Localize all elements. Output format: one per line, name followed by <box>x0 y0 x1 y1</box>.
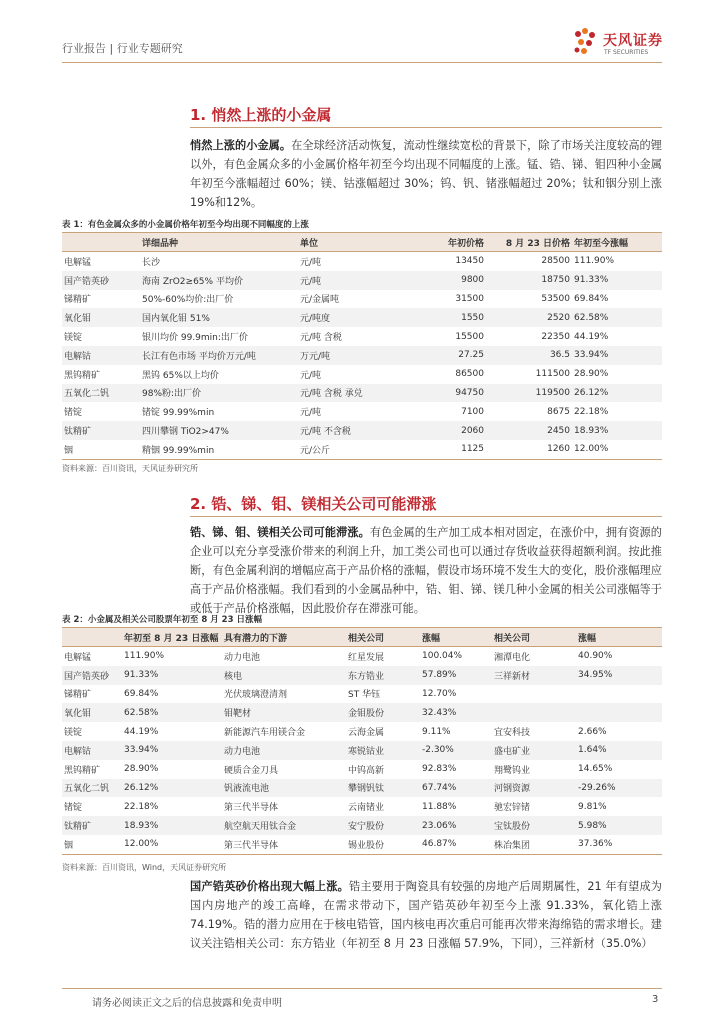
table-cell: 53500 <box>541 293 570 304</box>
table-cell: 光伏玻璃澄清剂 <box>224 690 288 701</box>
table-cell: 中钨高新 <box>348 765 385 776</box>
column-header: 涨幅 <box>576 628 662 647</box>
table-cell: 69.84% <box>574 293 609 304</box>
section2-title: 2. 锆、锑、钼、镁相关公司可能滞涨 <box>190 495 437 513</box>
table-cell: 黑钨精矿 <box>64 370 101 381</box>
table-cell: 67.74% <box>420 779 492 798</box>
table-cell: 黑钨精矿 <box>64 765 101 776</box>
table-cell: 电解钴 <box>62 741 122 760</box>
table-row <box>62 666 662 685</box>
column-header: 单位 <box>298 233 400 252</box>
table-cell: 元/吨度 <box>298 308 400 327</box>
table-cell: 元/吨 含税 承兑 <box>298 384 400 403</box>
table-cell: 云南锗业 <box>348 803 385 814</box>
table-cell: 攀钢钒钛 <box>346 779 420 798</box>
table-cell: 第三代半导体 <box>222 835 346 854</box>
table-cell: 钼靶材 <box>222 703 346 722</box>
column-header: 具有潜力的下游 <box>222 628 346 647</box>
table-cell: 国内氧化钼 51% <box>140 308 298 327</box>
table-cell: 钛精矿 <box>62 421 140 440</box>
table-cell: 18.93% <box>122 816 222 835</box>
table-row <box>62 421 662 440</box>
table-cell: 31500 <box>455 293 484 304</box>
table-cell: 22350 <box>541 331 570 342</box>
table-cell: 云海金属 <box>348 728 385 739</box>
table-cell: 111.90% <box>574 256 615 267</box>
table-cell: 寒锐钴业 <box>346 741 420 760</box>
page-number: 3 <box>652 994 659 1005</box>
table-row <box>62 384 662 403</box>
column-header: 年初价格 <box>400 233 486 252</box>
table-cell: 精铟 99.99%min <box>140 440 298 459</box>
table1-source: 资料来源：百川资讯，天风证券研究所 <box>62 464 198 473</box>
table-row <box>62 703 662 722</box>
table2-caption: 表 2：小金属及相关公司股票年初至 8 月 23 日涨幅 <box>62 615 262 625</box>
table-cell: 40.90% <box>578 651 613 662</box>
table-cell: 12.00% <box>572 440 662 459</box>
table-cell: 宜安科技 <box>494 728 531 739</box>
section2-divider <box>190 516 662 517</box>
table-row <box>62 760 662 779</box>
table-cell: 9800 <box>400 271 486 290</box>
table-cell: 18750 <box>486 271 572 290</box>
table-cell: 27.25 <box>400 346 486 365</box>
table-cell: 9.11% <box>422 726 451 737</box>
table-cell: 国产锆英砂 <box>62 666 122 685</box>
table-cell: 硬质合金刀具 <box>224 765 279 776</box>
table-cell <box>492 685 576 704</box>
table-cell: 28.90% <box>574 369 609 380</box>
table-cell: 100.04% <box>422 651 463 662</box>
table-cell: 盛屯矿业 <box>492 741 576 760</box>
table-row <box>62 365 662 384</box>
table2 <box>62 627 662 855</box>
table-header-row <box>62 628 662 647</box>
table-cell: 红星发展 <box>348 652 385 663</box>
table-cell: 86500 <box>455 369 484 380</box>
table-cell: 元/吨 <box>300 408 322 419</box>
table1 <box>62 232 662 460</box>
column-header: 详细品种 <box>140 233 298 252</box>
table-row <box>62 327 662 346</box>
table-cell: 26.12% <box>122 779 222 798</box>
column-header: 涨幅 <box>420 628 492 647</box>
table-cell: 镁锭 <box>64 333 83 344</box>
table-cell: 银川均价 99.9min:出厂价 <box>142 333 248 344</box>
table-cell: 12.70% <box>422 688 457 699</box>
table-cell: 宝钛股份 <box>492 816 576 835</box>
table-cell: 元/吨 <box>300 257 322 268</box>
table-cell: 钛精矿 <box>62 816 122 835</box>
table-cell: 2060 <box>400 421 486 440</box>
table-row <box>62 722 662 741</box>
table-cell: 28.90% <box>124 764 159 775</box>
table-cell: 57.89% <box>420 666 492 685</box>
table-cell: 第三代半导体 <box>224 803 279 814</box>
column-header: 8 月 23 日价格 <box>486 233 572 252</box>
table-row <box>62 647 662 666</box>
table-cell: 111500 <box>535 369 570 380</box>
header-divider <box>62 62 662 63</box>
table-cell: 铟 <box>62 440 140 459</box>
column-header: 年初至 8 月 23 日涨幅 <box>122 628 222 647</box>
table-cell: 18.93% <box>572 421 662 440</box>
table-cell: 62.58% <box>122 703 222 722</box>
table-cell: 五氧化二钒 <box>62 779 122 798</box>
table-cell: -2.30% <box>420 741 492 760</box>
table-cell: 8675 <box>547 406 570 417</box>
table-cell: 动力电池 <box>224 652 261 663</box>
footer-disclaimer: 请务必阅读正文之后的信息披露和免责申明 <box>92 998 282 1009</box>
section1-body: 在全球经济活动恢复，流动性继续宽松的背景下，除了市场关注度较高的锂以外，有色金属众多的小金属价格年初至今均出现不同幅度的上涨。锰、锆、锑、钼四种小金属年初至今涨幅超过 60%；镁、钴涨幅超过 30%；钨、钒、锗涨幅超过 20%；钛和铟分别上涨 19%和12%。 <box>190 139 662 209</box>
table-cell: 元/公斤 <box>298 440 400 459</box>
column-header: 年初至今涨幅 <box>572 233 662 252</box>
table-cell: 44.19% <box>124 726 159 737</box>
table-cell: 航空航天用钛合金 <box>222 816 346 835</box>
table-cell: 46.87% <box>420 835 492 854</box>
section1-paragraph <box>190 136 662 212</box>
table2-source: 资料来源：百川资讯，Wind，天风证券研究所 <box>62 863 227 872</box>
table-row <box>62 308 662 327</box>
table-cell: 2520 <box>486 308 572 327</box>
table-cell: 22.18% <box>574 406 609 417</box>
table-row <box>62 835 662 854</box>
table-cell: 12.00% <box>122 835 222 854</box>
table-cell: 2450 <box>486 421 572 440</box>
table-cell: 33.94% <box>122 741 222 760</box>
table-cell: 东方锆业 <box>346 666 420 685</box>
table-cell: 111.90% <box>124 651 165 662</box>
table-cell: 37.36% <box>576 835 662 854</box>
table-cell: 元/吨 不含税 <box>298 421 400 440</box>
table-cell: 氧化钼 <box>62 308 140 327</box>
table-cell: 锑精矿 <box>64 295 92 306</box>
table-cell: 锗锭 99.99%min <box>142 408 215 419</box>
table-row <box>62 685 662 704</box>
table-cell: 22.18% <box>124 801 159 812</box>
table-cell: 28500 <box>541 256 570 267</box>
table-cell: 元/吨 含税 <box>300 333 342 344</box>
table-cell: 新能源汽车用镁合金 <box>224 728 306 739</box>
table-cell: 36.5 <box>486 346 572 365</box>
table-cell: 锡业股份 <box>346 835 420 854</box>
table-cell: ST 华钰 <box>348 690 381 701</box>
section2-body: 有色金属的生产加工成本相对固定，在涨价中，拥有资源的企业可以充分享受涨价带来的利润上升，加工类公司也可以通过存货收益获得超额利润。按此推断，有色金属利润的增幅应高于产品价格的涨幅，假设市场环境不发生大的变化，股价涨幅理应高于产品价格涨幅。我们看到的小金属品种中，锆、钼、锑、镁几种小金属的相关公司涨幅等于或低于产品价格涨幅，因此股价存在滞涨可能。 <box>190 526 662 615</box>
table-cell: 电解锰 <box>64 257 92 268</box>
table-row <box>62 440 662 459</box>
table-cell: 33.94% <box>572 346 662 365</box>
section1-lead: 悄然上涨的小金属。 <box>190 139 292 152</box>
table-cell: 94750 <box>400 384 486 403</box>
table-cell: 1.64% <box>576 741 662 760</box>
section2-lead: 锆、锑、钼、镁相关公司可能滞涨。 <box>190 526 370 539</box>
table-row <box>62 402 662 421</box>
table-row <box>62 779 662 798</box>
table-cell: 69.84% <box>124 688 159 699</box>
table-cell: 26.12% <box>572 384 662 403</box>
footer-divider <box>62 988 662 989</box>
table-cell: 万元/吨 <box>298 346 400 365</box>
table-cell: 动力电池 <box>222 741 346 760</box>
table-header-row <box>62 233 662 252</box>
table-cell: 株冶集团 <box>492 835 576 854</box>
logo-sub: TF SECURITIES <box>604 49 649 56</box>
table-cell: 5.98% <box>576 816 662 835</box>
table-cell: 元/吨 <box>300 370 322 381</box>
table-cell: 金钼股份 <box>346 703 420 722</box>
table-cell: 安宁股份 <box>346 816 420 835</box>
table-cell: 91.33% <box>572 271 662 290</box>
table-row <box>62 797 662 816</box>
table-cell: 核电 <box>222 666 346 685</box>
table-cell: 9.81% <box>578 801 607 812</box>
section1-divider <box>190 127 662 128</box>
table-cell: 电解锰 <box>64 652 92 663</box>
table-cell: 翔鹭钨业 <box>494 765 531 776</box>
column-header <box>62 233 140 252</box>
table1-caption: 表 1：有色金属众多的小金属价格年初至今均出现不同幅度的上涨 <box>62 220 309 230</box>
table-cell: 驰宏锌锗 <box>494 803 531 814</box>
section3-body: 锆主要用于陶瓷具有较强的房地产后周期属性，21 年有望成为国内房地产的竣工高峰，在需求带动下，国产锆英砂年初至今上涨 91.33%，氧化锆上涨 74.19%。锆的潜力应用在于核电锆管，国内核电再次重启可能再次带来海绵锆的需求增长。建议关注锆相关公司：东方锆业（年初至 8 月 23 日涨幅 57.9%，下同），三祥新材（35.0%） <box>190 880 662 950</box>
section3-lead: 国产锆英砂价格出现大幅上涨。 <box>190 880 349 893</box>
table-cell: 44.19% <box>574 331 609 342</box>
table-cell: 34.95% <box>576 666 662 685</box>
table-cell: -29.26% <box>576 779 662 798</box>
section1-title: 1. 悄然上涨的小金属 <box>190 106 332 124</box>
table-cell <box>576 685 662 704</box>
column-header: 相关公司 <box>346 628 420 647</box>
table-cell: 五氧化二钒 <box>62 384 140 403</box>
table-cell: 电解钴 <box>62 346 140 365</box>
table-cell: 98%粉:出厂价 <box>140 384 298 403</box>
table-cell <box>576 703 662 722</box>
table-cell: 湘潭电化 <box>494 652 531 663</box>
table-cell: 镁锭 <box>64 728 83 739</box>
table-row <box>62 252 662 271</box>
table-cell <box>492 703 576 722</box>
table-cell: 三祥新材 <box>492 666 576 685</box>
table-cell: 7100 <box>461 406 484 417</box>
table-cell: 氧化钼 <box>62 703 122 722</box>
table-cell: 长沙 <box>142 257 161 268</box>
table-cell: 15500 <box>455 331 484 342</box>
table-cell: 14.65% <box>578 764 613 775</box>
table-cell: 铟 <box>62 835 122 854</box>
table-cell: 河钢资源 <box>492 779 576 798</box>
table-cell: 元/金属吨 <box>300 295 340 306</box>
table-cell: 国产锆英砂 <box>62 271 140 290</box>
table-row <box>62 271 662 290</box>
table-cell: 62.58% <box>572 308 662 327</box>
table-cell: 元/吨 <box>298 271 400 290</box>
table-row <box>62 346 662 365</box>
table-row <box>62 290 662 309</box>
table-cell: 119500 <box>486 384 572 403</box>
table-row <box>62 741 662 760</box>
column-header: 相关公司 <box>492 628 576 647</box>
table-cell: 钒液流电池 <box>222 779 346 798</box>
section3-paragraph <box>190 877 662 953</box>
table-cell: 92.83% <box>422 764 457 775</box>
table-cell: 长江有色市场 平均价万元/吨 <box>140 346 298 365</box>
table-cell: 32.43% <box>420 703 492 722</box>
table-cell: 11.88% <box>422 801 457 812</box>
table-row <box>62 816 662 835</box>
column-header <box>62 628 122 647</box>
table-cell: 23.06% <box>420 816 492 835</box>
table-cell: 四川攀钢 TiO2>47% <box>140 421 298 440</box>
table-cell: 海南 ZrO2≥65% 平均价 <box>140 271 298 290</box>
table-cell: 1550 <box>400 308 486 327</box>
table-cell: 黑钨 65%以上均价 <box>142 370 219 381</box>
table-cell: 50%-60%均价:出厂价 <box>142 295 234 306</box>
table-cell: 2.66% <box>578 726 607 737</box>
section2-paragraph <box>190 523 662 618</box>
breadcrumb: 行业报告 | 行业专题研究 <box>62 42 183 55</box>
table-cell: 91.33% <box>122 666 222 685</box>
table-cell: 1125 <box>400 440 486 459</box>
table-cell: 锗锭 <box>64 803 83 814</box>
table-cell: 13450 <box>455 256 484 267</box>
logo-name: 天风证券 <box>603 33 663 49</box>
table-cell: 锗锭 <box>64 408 83 419</box>
table-cell: 锑精矿 <box>64 690 92 701</box>
table-cell: 1260 <box>486 440 572 459</box>
